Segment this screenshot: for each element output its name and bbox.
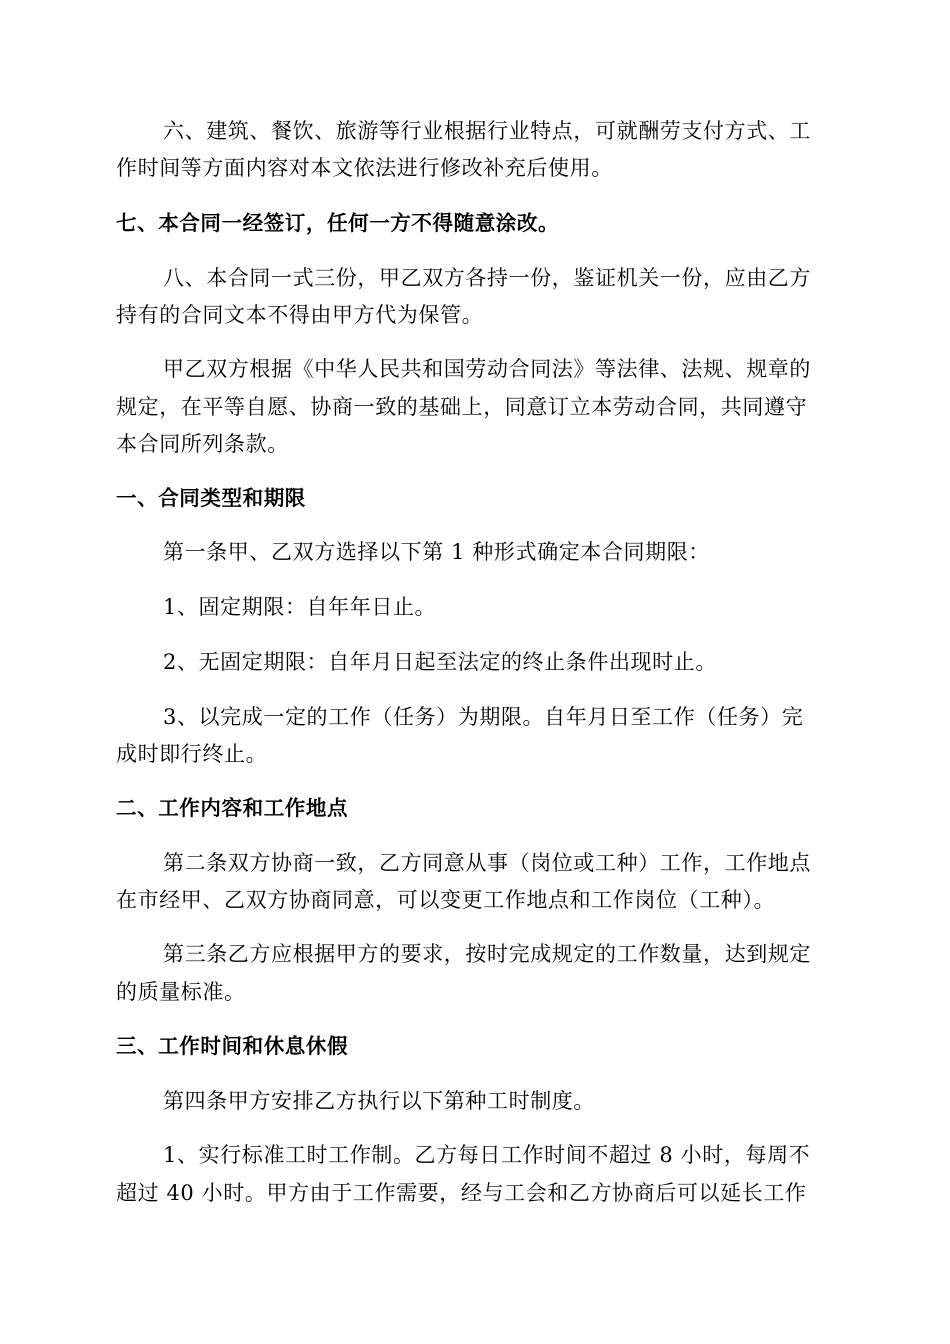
article-2-line-1: 第二条双方协商一致，乙方同意从事（岗位或工种）工作，工作地点 bbox=[163, 851, 811, 875]
paragraph-6-line-1: 六、建筑、餐饮、旅游等行业根据行业特点，可就酬劳支付方式、工 bbox=[163, 119, 811, 143]
article-1-option-1: 1、固定期限：自年年日止。 bbox=[163, 595, 437, 619]
article-3-line-1: 第三条乙方应根据甲方的要求，按时完成规定的工作数量，达到规定 bbox=[163, 942, 811, 966]
article-1-option-3-line-1: 3、以完成一定的工作（任务）为期限。自年月日至工作（任务）完 bbox=[163, 705, 804, 729]
article-3-line-2: 的质量标准。 bbox=[116, 980, 246, 1004]
article-1: 第一条甲、乙双方选择以下第 1 种形式确定本合同期限： bbox=[163, 540, 710, 564]
section-3-heading: 三、工作时间和休息休假 bbox=[116, 1034, 349, 1058]
paragraph-6-line-2: 作时间等方面内容对本文依法进行修改补充后使用。 bbox=[116, 156, 613, 180]
paragraph-7-heading: 七、本合同一经签订，任何一方不得随意涂改。 bbox=[116, 211, 560, 235]
article-2-line-2: 在市经甲、乙双方协商同意，可以变更工作地点和工作岗位（工种）。 bbox=[116, 888, 776, 912]
article-4-option-1-line-1: 1、实行标准工时工作制。乙方每日工作时间不超过 8 小时，每周不 bbox=[163, 1143, 811, 1167]
section-1-heading: 一、合同类型和期限 bbox=[116, 486, 306, 510]
preamble-line-3: 本合同所列条款。 bbox=[116, 432, 289, 456]
paragraph-8-line-2: 持有的合同文本不得由甲方代为保管。 bbox=[116, 303, 484, 327]
article-1-option-3-line-2: 成时即行终止。 bbox=[116, 742, 268, 766]
preamble-line-2: 规定，在平等自愿、协商一致的基础上，同意订立本劳动合同，共同遵守 bbox=[116, 395, 808, 419]
section-2-heading: 二、工作内容和工作地点 bbox=[116, 796, 349, 820]
article-4-option-1-line-2: 超过 40 小时。甲方由于工作需要，经与工会和乙方协商后可以延长工作 bbox=[116, 1181, 807, 1205]
paragraph-8-line-1: 八、本合同一式三份，甲乙双方各持一份，鉴证机关一份，应由乙方 bbox=[163, 266, 811, 290]
article-4: 第四条甲方安排乙方执行以下第种工时制度。 bbox=[163, 1089, 595, 1113]
article-1-option-2: 2、无固定期限：自年月日起至法定的终止条件出现时止。 bbox=[163, 650, 717, 674]
preamble-line-1: 甲乙双方根据《中华人民共和国劳动合同法》等法律、法规、规章的 bbox=[163, 357, 811, 381]
